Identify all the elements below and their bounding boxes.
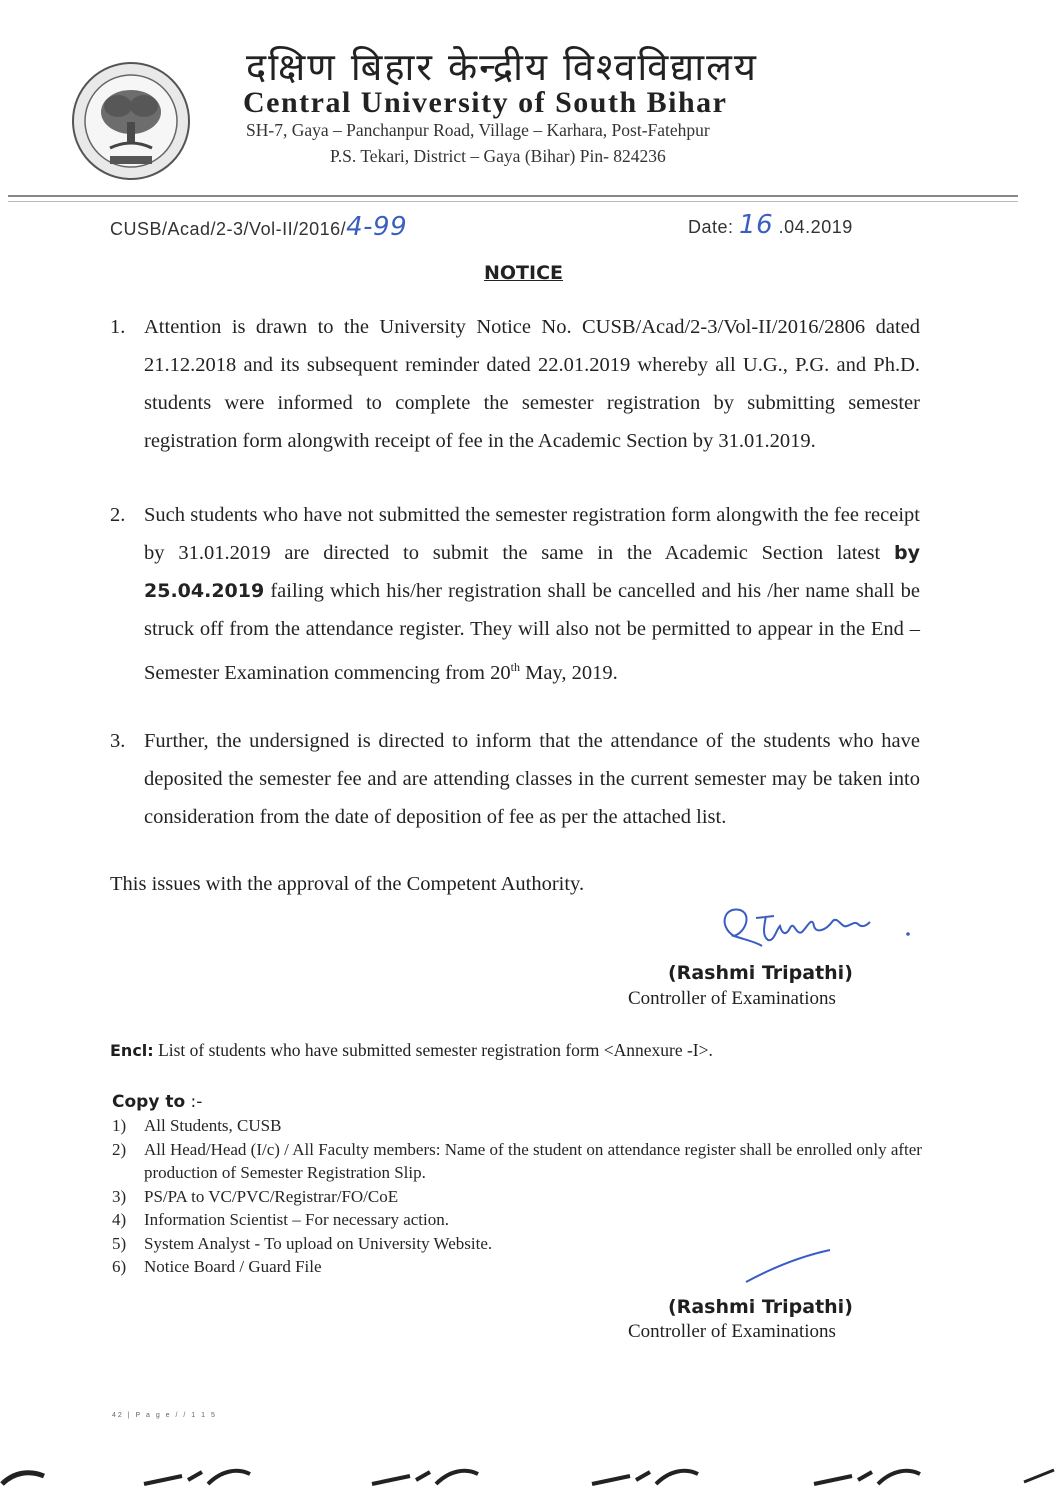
ordinal-suffix: th <box>510 660 520 674</box>
date-label: Date: <box>688 217 734 237</box>
date-handwritten-day: 16 <box>739 210 774 240</box>
reference-printed: CUSB/Acad/2-3/Vol-II/2016/ <box>110 219 347 239</box>
list-number: 4) <box>112 1210 127 1229</box>
scan-artifact <box>0 1462 50 1488</box>
scan-artifact <box>142 1462 252 1488</box>
list-number: 2) <box>112 1139 127 1159</box>
handwritten-initial <box>742 1246 832 1286</box>
address-line-1: SH-7, Gaya – Panchanpur Road, Village – Karhara, Post-Fatehpur <box>246 120 710 140</box>
date-printed-rest: .04.2019 <box>778 217 853 237</box>
notice-date <box>688 210 853 240</box>
enclosure-note <box>110 1040 713 1061</box>
list-text: PS/PA to VC/PVC/Registrar/FO/CoE <box>144 1186 399 1206</box>
notice-title: NOTICE <box>484 262 564 284</box>
list-text: Information Scientist – For necessary action. <box>144 1210 449 1229</box>
notice-point-2 <box>110 496 920 692</box>
notice-point-3 <box>110 722 920 836</box>
list-text: Notice Board / Guard File <box>144 1257 322 1276</box>
point-text: Attention is drawn to the University Notice No. CUSB/Acad/2-3/Vol-II/2016/2806 dated 21.12.2018 and its subsequent reminder dated 22.01.2019 whereby all U.G., P.G. and Ph.D. students were informed to complete the semester registration by submitting semester registration form alongwith receipt of fee in the Academic Section by 31.01.2019. <box>144 316 920 452</box>
notice-point-1 <box>110 308 920 460</box>
point-number: 1. <box>110 316 126 338</box>
scan-artifact <box>1020 1462 1056 1488</box>
handwritten-signature <box>716 896 916 956</box>
enclosure-label: Encl: <box>110 1041 154 1060</box>
list-text: System Analyst - To upload on University Website. <box>144 1233 493 1253</box>
list-text: All Students, CUSB <box>144 1116 282 1135</box>
point-number: 3. <box>110 730 126 752</box>
signatory-name: (Rashmi Tripathi) <box>668 962 853 984</box>
scan-artifact <box>590 1462 700 1488</box>
enclosure-text: List of students who have submitted semester registration form <Annexure -I>. <box>153 1040 713 1060</box>
list-item <box>112 1138 922 1185</box>
reference-number <box>110 212 407 242</box>
list-number: 1) <box>112 1116 127 1135</box>
list-number: 5) <box>112 1233 127 1253</box>
university-hindi-name: दक्षिण बिहार केन्द्रीय विश्वविद्यालय <box>246 45 758 89</box>
list-number: 3) <box>112 1186 127 1206</box>
copy-to-label: Copy to <box>112 1092 186 1112</box>
copy-to-suffix: :- <box>185 1092 203 1112</box>
point-text-part: failing which his/her registration shall be cancelled and his /her name shall be struck off from the attendance register. They will also not be permitted to appear in the End – Semester Examination commencing from 20 <box>144 580 920 684</box>
scan-artifact <box>370 1462 480 1488</box>
copy-to-heading <box>112 1092 202 1112</box>
signatory-designation-copy: Controller of Examinations <box>628 1321 836 1342</box>
signatory-designation: Controller of Examinations <box>628 988 836 1009</box>
list-text: All Head/Head (I/c) / All Faculty members: Name of the student on attendance register shall be enrolled only after production of Semester Registration Slip. <box>144 1139 922 1182</box>
university-logo <box>70 60 192 182</box>
point-text <box>144 496 920 692</box>
list-item <box>112 1185 922 1209</box>
approval-statement: This issues with the approval of the Competent Authority. <box>110 873 585 895</box>
university-english-name: Central University of South Bihar <box>243 86 728 119</box>
scan-artifact <box>812 1462 922 1488</box>
signatory-name-copy: (Rashmi Tripathi) <box>668 1296 853 1318</box>
header-divider <box>8 195 1018 197</box>
list-item <box>112 1208 922 1232</box>
header-divider-thin <box>8 201 1018 202</box>
point-text: Further, the undersigned is directed to inform that the attendance of the students who have deposited the semester fee and are attending classes in the current semester may be taken into consideration from the date of deposition of fee as per the attached list. <box>144 730 920 828</box>
point-text-part: May, 2019. <box>519 661 618 684</box>
list-item <box>112 1114 922 1138</box>
page-footer: 42 | P a g e / / 1 1 5 <box>112 1412 217 1419</box>
point-text-part: Such students who have not submitted the semester registration form alongwith the fee receipt by 31.01.2019 are directed to submit the same in the Academic Section latest <box>144 504 920 564</box>
point-number: 2. <box>110 504 126 526</box>
address-line-2: P.S. Tekari, District – Gaya (Bihar) Pin- 824236 <box>330 146 666 166</box>
deadline-date: by 25.04.2019 <box>144 542 920 602</box>
reference-handwritten-number: 4-99 <box>346 212 408 242</box>
list-number: 6) <box>112 1257 127 1276</box>
